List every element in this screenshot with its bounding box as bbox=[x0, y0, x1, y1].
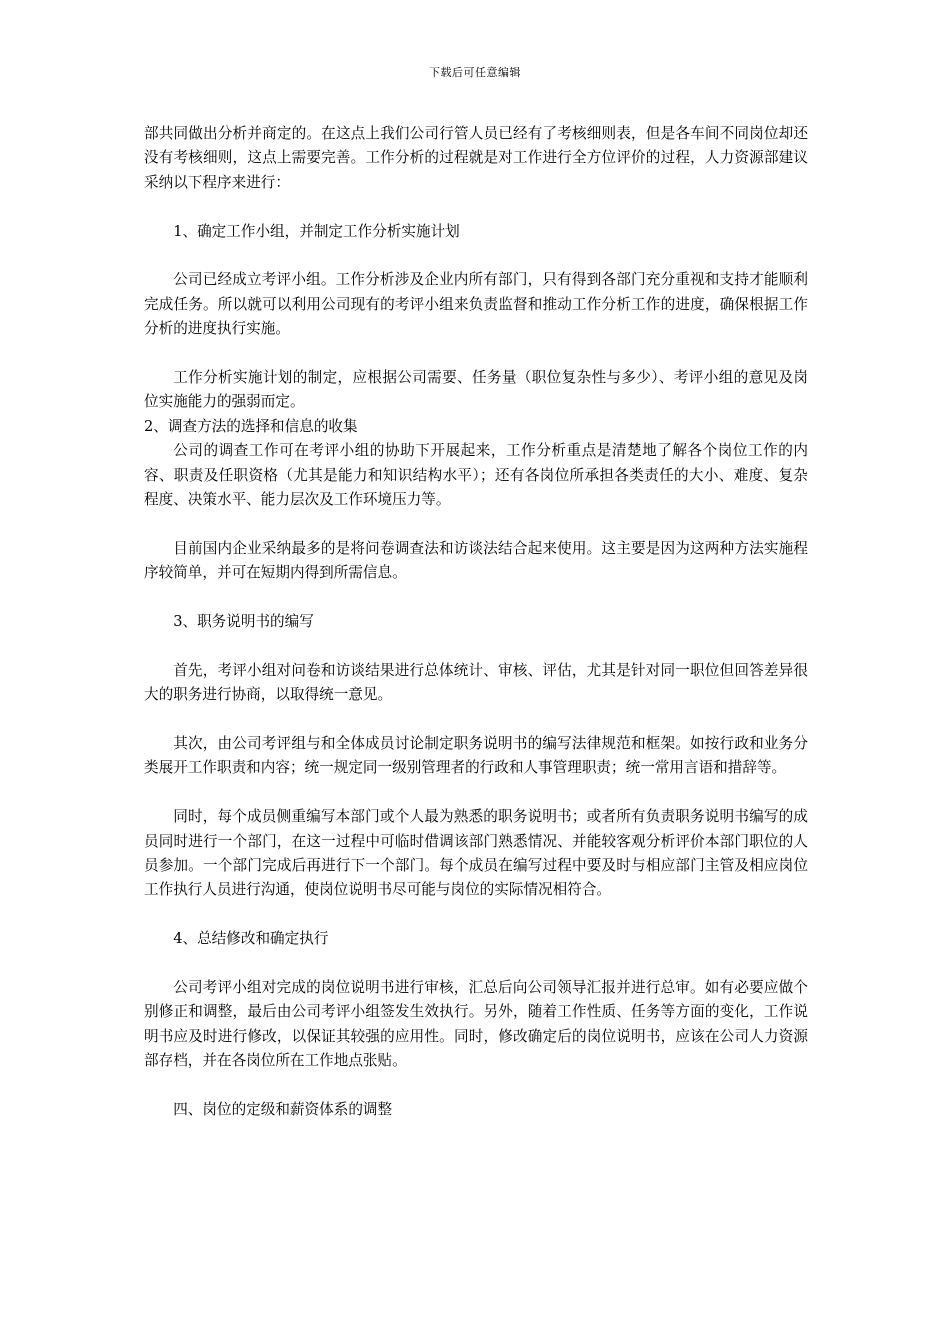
page-header: 下载后可任意编辑 bbox=[429, 66, 521, 79]
section-heading-2: 2、调查方法的选择和信息的收集 bbox=[144, 417, 358, 435]
paragraph: 同时，每个成员侧重编写本部门或个人最为熟悉的职务说明书；或者所有负责职务说明书编写的成员同时进行一个部门，在这一过程中可临时借调该部门熟悉情况、并能较客观分析评价本部门职位的人员参加。一个部门完成后再进行下一个部门。每个成员在编写过程中要及时与相应部门主管及相应岗位工作执行人员进行沟通，使岗位说明书尽可能与岗位的实际情况相符合。 bbox=[144, 808, 808, 899]
paragraph: 公司的调查工作可在考评小组的协助下开展起来，工作分析重点是清楚地了解各个岗位工作的内容、职责及任职资格（尤其是能力和知识结构水平）；还有各岗位所承担各类责任的大小、难度、复杂程度、决策水平、能力层次及工作环境压力等。 bbox=[144, 442, 808, 509]
section-heading-part-4: 四、岗位的定级和薪资体系的调整 bbox=[173, 1101, 393, 1119]
paragraph-continued: 部共同做出分析并商定的。在这点上我们公司行管人员已经有了考核细则表，但是各车间不同岗位却还没有考核细则，这点上需要完善。工作分析的过程就是对工作进行全方位评价的过程，人力资源部建议采纳以下程序来进行： bbox=[144, 125, 808, 191]
paragraph: 首先，考评小组对问卷和访谈结果进行总体统计、审核、评估，尤其是针对同一职位但回答差异很大的职务进行协商，以取得统一意见。 bbox=[144, 661, 808, 704]
section-heading-1: 1、确定工作小组，并制定工作分析实施计划 bbox=[173, 222, 460, 240]
paragraph: 工作分析实施计划的制定，应根据公司需要、任务量（职位复杂性与多少）、考评小组的意见及岗位实施能力的强弱而定。 bbox=[144, 369, 808, 411]
paragraph: 其次，由公司考评组与和全体成员讨论制定职务说明书的编写法律规范和框架。如按行政和业务分类展开工作职责和内容；统一规定同一级别管理者的行政和人事管理职责；统一常用言语和措辞等。 bbox=[144, 735, 808, 777]
paragraph: 公司考评小组对完成的岗位说明书进行审核，汇总后向公司领导汇报并进行总审。如有必要应做个别修正和调整，最后由公司考评小组签发生效执行。另外，随着工作性质、任务等方面的变化，工作说明书应及时进行修改，以保证其较强的应用性。同时，修改确定后的岗位说明书，应该在公司人力资源部存档，并在各岗位所在工作地点张贴。 bbox=[144, 979, 808, 1070]
section-heading-4: 4、总结修改和确定执行 bbox=[173, 930, 329, 948]
paragraph: 目前国内企业采纳最多的是将问卷调查法和访谈法结合起来使用。这主要是因为这两种方法实施程序较简单，并可在短期内得到所需信息。 bbox=[144, 539, 808, 582]
section-heading-3: 3、职务说明书的编写 bbox=[173, 613, 314, 631]
document-body bbox=[144, 122, 808, 1122]
paragraph: 公司已经成立考评小组。工作分析涉及企业内所有部门，只有得到各部门充分重视和支持才能顺利完成任务。所以就可以利用公司现有的考评小组来负责监督和推动工作分析工作的进度，确保根据工作分析的进度执行实施。 bbox=[144, 271, 808, 338]
